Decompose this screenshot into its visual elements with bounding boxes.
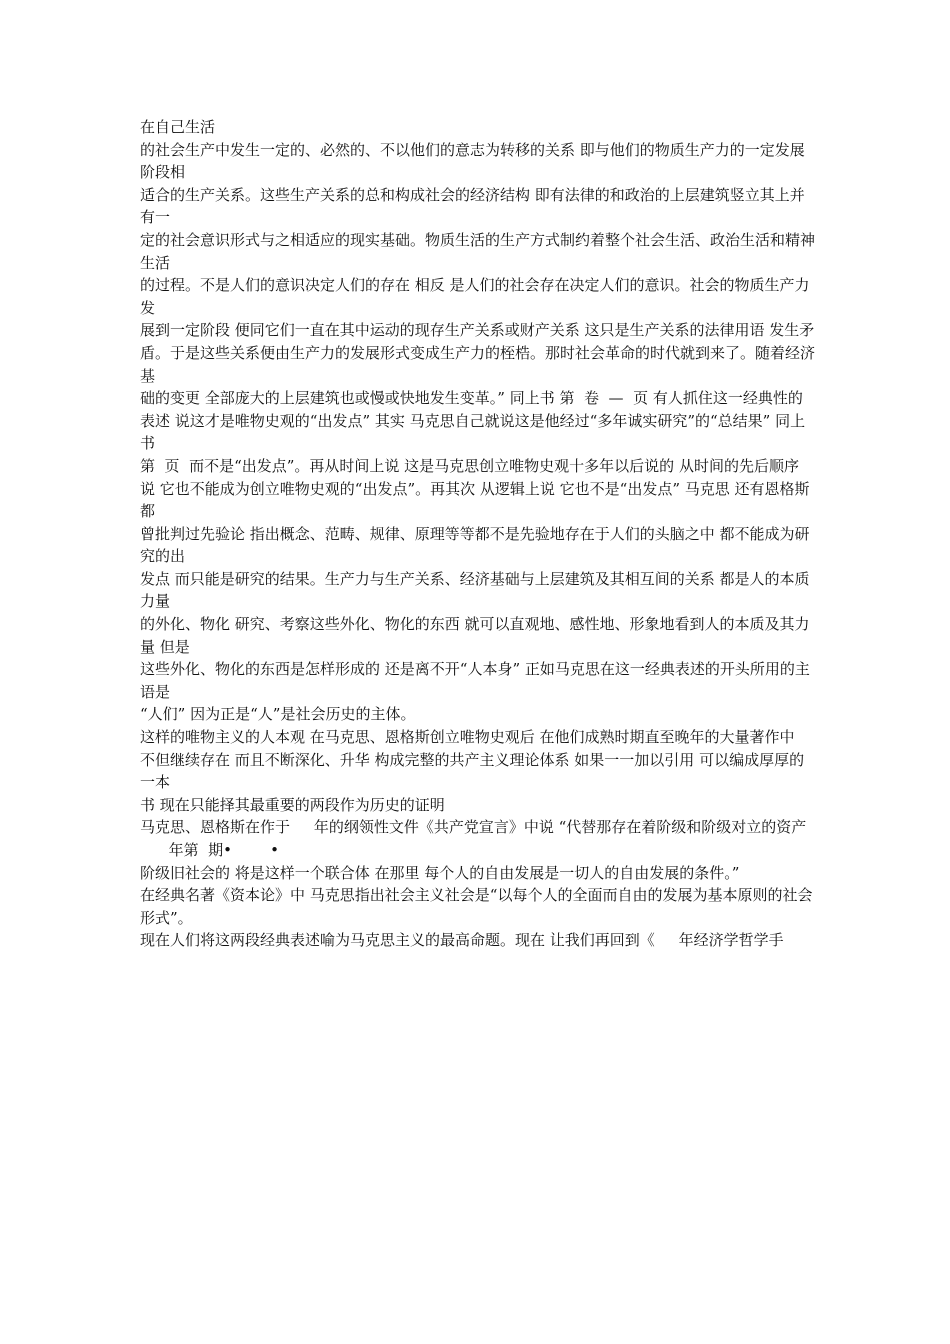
text-line: 这些外化、物化的东西是怎样形成的 还是离不开“人本身” 正如马克思在这一经典表述的开头所用的主语是 — [140, 660, 810, 701]
text-line: 的社会生产中发生一定的、必然的、不以他们的意志为转移的关系 即与他们的物质生产力的一定发展阶段相 — [140, 140, 805, 182]
text-line: 马克思、恩格斯在作于 年的纲领性文件《共产党宣言》中说 “代替那存在着阶级和阶级对立的资产 — [140, 818, 807, 837]
text-line: 表述 说这才是唯物史观的“出发点” 其实 马克思自己就说这是他经过“多年诚实研究”的“总结果” 同上书 — [140, 411, 806, 453]
text-line: 定的社会意识形式与之相适应的现实基础。物质生活的生产方式制约着整个社会生活、政治生活和精神生活 — [140, 230, 816, 272]
text-line: 盾。于是这些关系便由生产力的发展形式变成生产力的桎梏。那时社会革命的时代就到来了。随着经济基 — [140, 343, 816, 385]
text-line: 书 现在只能择其最重要的两段作为历史的证明 — [140, 795, 445, 814]
text-line: 展到一定阶段 便同它们一直在其中运动的现存生产关系或财产关系 这只是生产关系的法律用语 发生矛 — [140, 321, 815, 340]
text-line: 适合的生产关系。这些生产关系的总和构成社会的经济结构 即有法律的和政治的上层建筑竖立其上并有一 — [140, 185, 805, 227]
text-line: 在自己生活 — [140, 118, 216, 136]
text-line: 第 页 而不是“出发点”。再从时间上说 这是马克思创立唯物史观十多年以后说的 从时间的先后顺序 — [140, 456, 799, 475]
text-line: 础的变更 全部庞大的上层建筑也或慢或快地发生变革。” 同上书 第 卷 — 页 有人抓住这一经典性的 — [140, 389, 803, 408]
text-line: “人们” 因为正是“人”是社会历史的主体。 — [140, 705, 416, 724]
text-line: 发点 而只能是研究的结果。生产力与生产关系、经济基础与上层建筑及其相互间的关系 都是人的本质力量 — [140, 569, 810, 611]
text-line: 不但继续存在 而且不断深化、升华 构成完整的共产主义理论体系 如果一一加以引用 可以编成厚厚的一本 — [140, 750, 805, 792]
text-line: 曾批判过先验论 指出概念、范畴、规律、原理等等都不是先验地存在于人们的头脑之中 都不能成为研究的出 — [140, 524, 810, 566]
text-line: 说 它也不能成为创立唯物史观的“出发点”。再其次 从逻辑上说 它也不是“出发点” 马克思 还有恩格斯都 — [140, 479, 810, 521]
text-line: 形式”。 — [140, 908, 193, 927]
text-line: 在经典名著《资本论》中 马克思指出社会主义社会是“以每个人的全面而自由的发展为基本原则的社会 — [140, 886, 813, 905]
text-line: 这样的唯物主义的人本观 在马克思、恩格斯创立唯物史观后 在他们成熟时期直至晚年的大量著作中 — [140, 728, 795, 747]
text-line: 的过程。不是人们的意识决定人们的存在 相反 是人们的社会存在决定人们的意识。社会的物质生产力发 — [140, 276, 810, 317]
text-line: 现在人们将这两段经典表述喻为马克思主义的最高命题。现在 让我们再回到《 年经济学哲学手 — [140, 931, 784, 950]
text-line: 阶级旧社会的 将是这样一个联合体 在那里 每个人的自由发展是一切人的自由发展的条件。” — [140, 863, 740, 882]
text-line: 的外化、物化 研究、考察这些外化、物化的东西 就可以直观地、感性地、形象地看到人的本质及其力量 但是 — [140, 615, 810, 656]
running-footer: 年第 期• • — [140, 841, 279, 859]
body-text — [140, 116, 818, 952]
